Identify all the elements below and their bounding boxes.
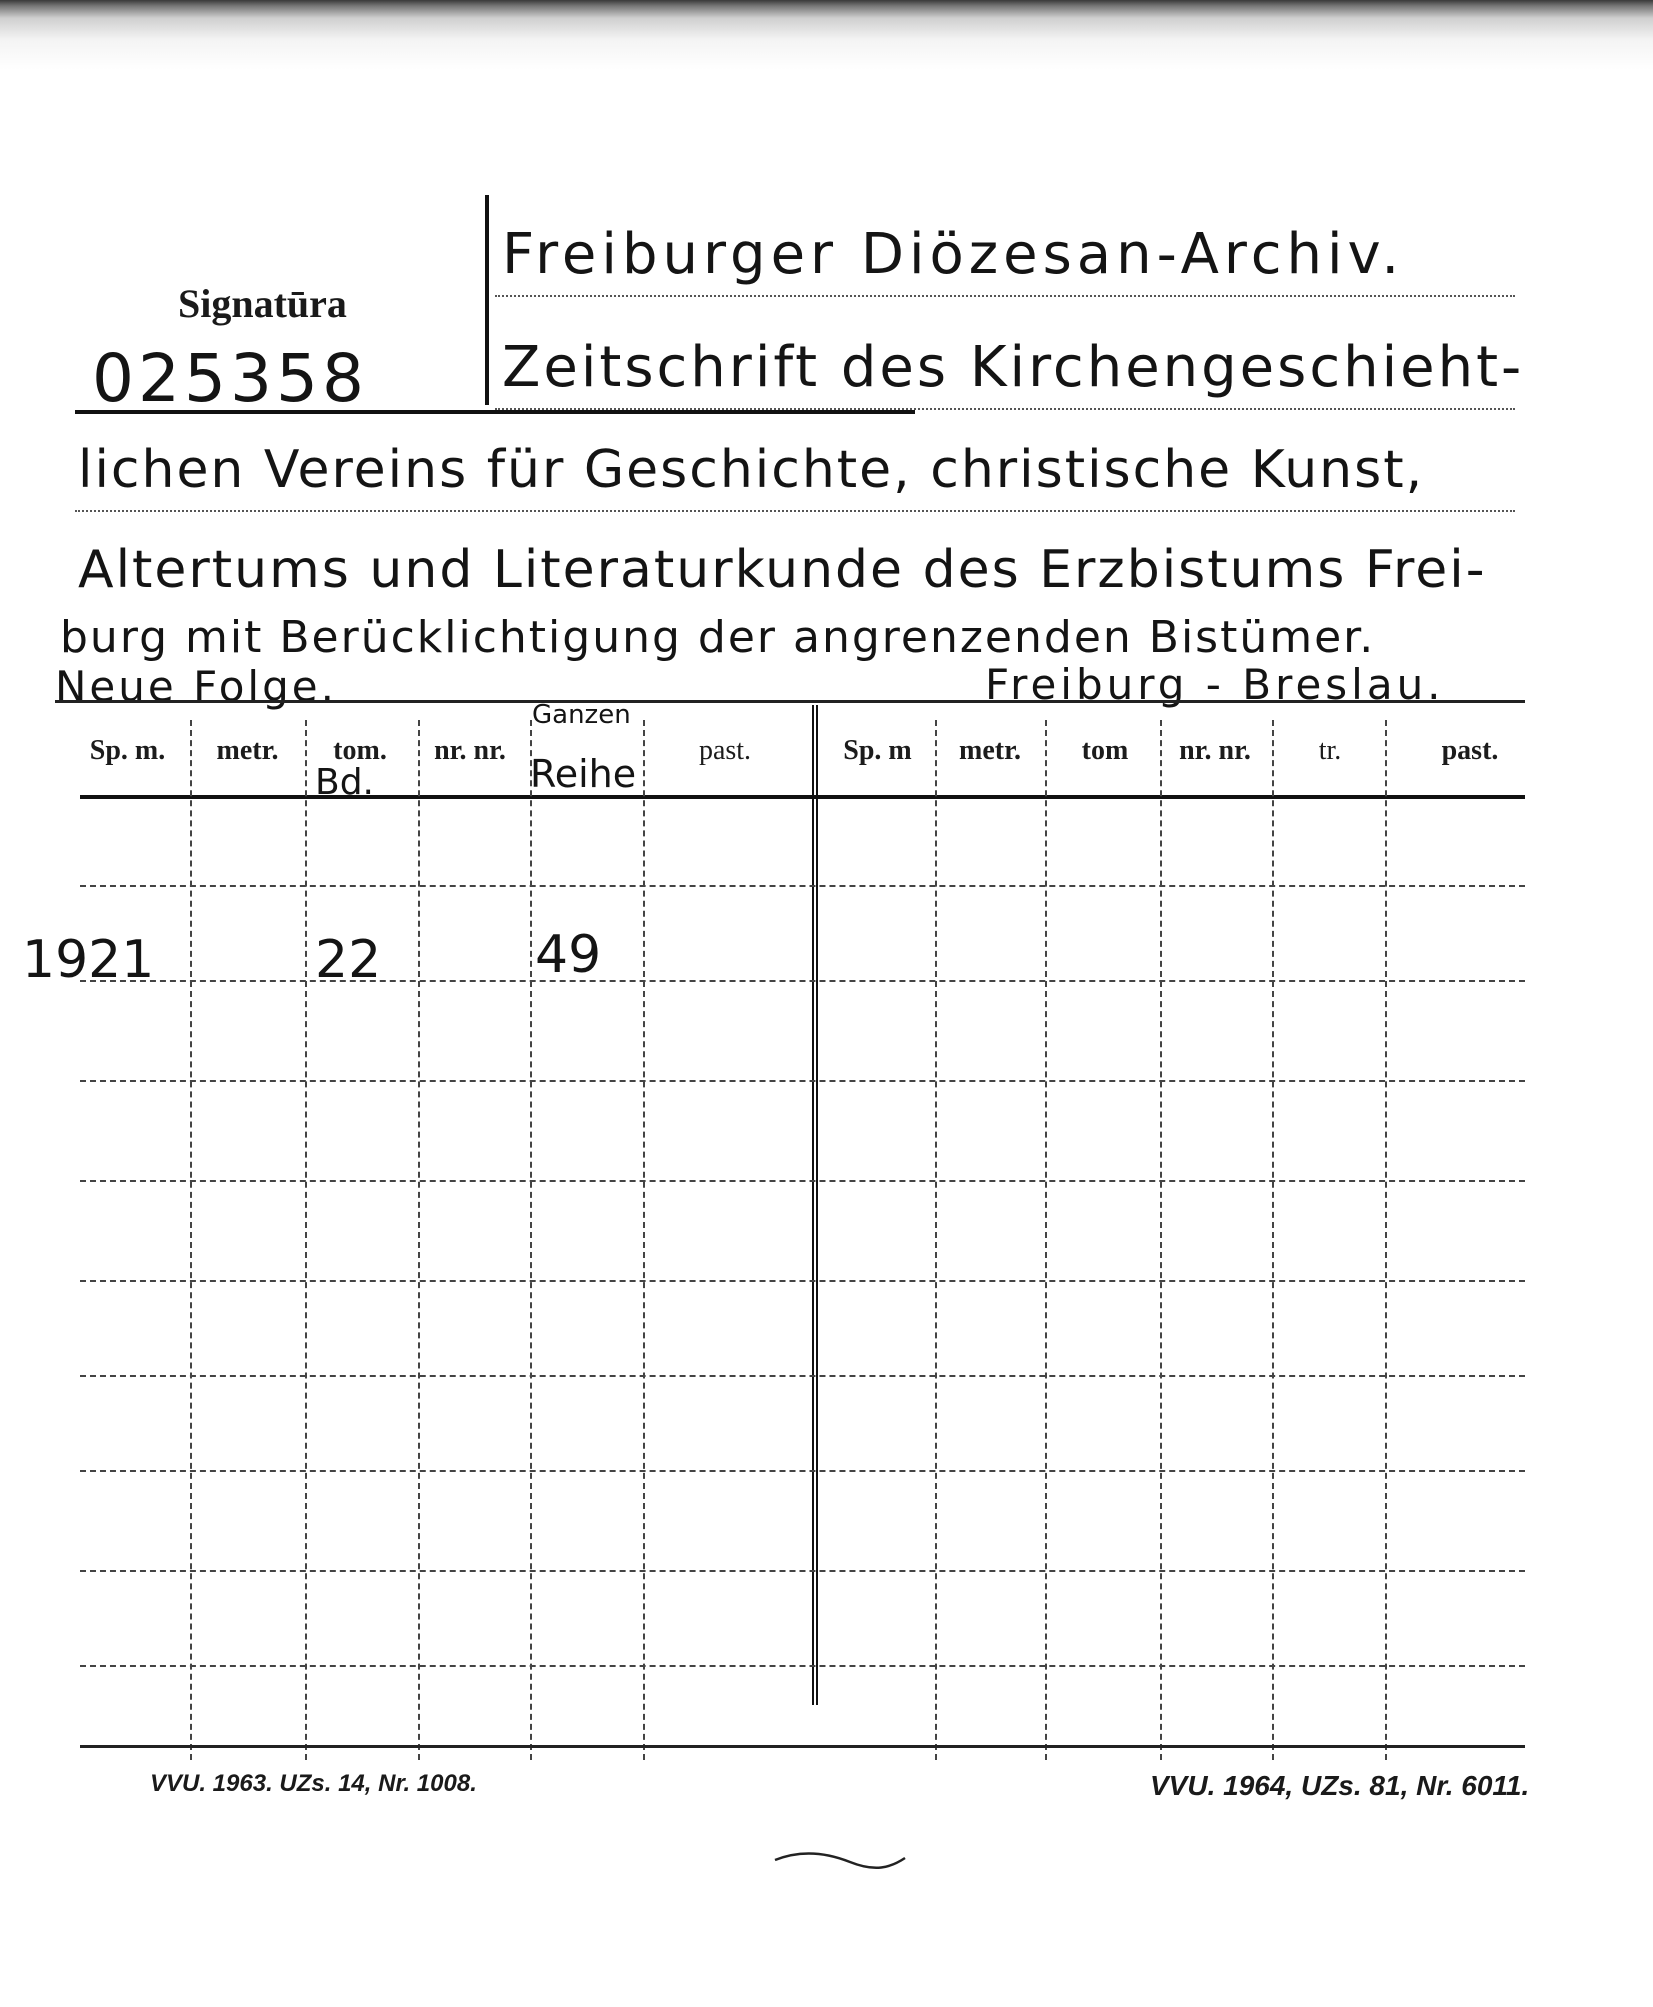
col-line-1 [190,720,192,1760]
header-right-nr-nr: nr. nr. [1179,735,1251,766]
header-right-past: past. [1441,735,1499,766]
row-line-9 [80,1665,1525,1667]
col-line-8 [1045,720,1047,1760]
title-rule-2 [495,408,1515,410]
scan-top-edge [0,0,1653,70]
footer-note-right: VVU. 1964, UZs. 81, Nr. 6011. [1150,1770,1530,1801]
header-left-tom: tom. [333,735,387,766]
header-left-sp-m: Sp. m. [89,735,166,766]
header-bottom-rule [80,795,1525,799]
col-line-9 [1160,720,1162,1760]
title-line-5: burg mit Berücklichtigung der angrenzenden Bistümer. [60,612,1376,663]
row-line-8 [80,1570,1525,1572]
table-top-rule [55,700,1525,703]
signatura-label: Signatūra [178,281,347,326]
title-line-2: Zeitschrift des Kirchengeschieht- [502,335,1525,400]
header-left-metr: metr. [216,735,279,766]
entry-col5: 49 [535,925,602,985]
header-left-col5-top: Ganzen [532,700,631,730]
row-line-2 [80,980,1525,982]
header-right-sp-m: Sp. m [843,735,912,766]
col-line-7 [935,720,937,1760]
entry-sp-m: 1921 [22,930,155,990]
col-line-10 [1272,720,1274,1760]
signatura-underline [75,410,915,414]
title-line-1: Freiburger Diözesan-Archiv. [502,222,1405,287]
entry-tom: 22 [315,930,382,990]
row-line-1 [80,885,1525,887]
header-right-tom: tom [1081,735,1129,766]
title-line-6: Neue Folge. [55,662,337,711]
title-line-4: Altertums und Literaturkunde des Erzbistums Frei- [78,540,1487,600]
signatura-divider [485,195,489,405]
row-line-6 [80,1375,1525,1377]
signatura-value: 025358 [92,340,368,417]
header-right-metr: metr. [959,735,1021,766]
title-rule-1 [495,295,1515,297]
header-left-tom-annotation: Bd. [315,762,374,803]
col-line-2 [305,720,307,1760]
scribble-mark [770,1840,910,1880]
header-right-tr: tr. [1318,735,1342,766]
row-line-7 [80,1470,1525,1472]
col-line-11 [1385,720,1387,1760]
title-line-3: lichen Vereins für Geschichte, christische Kunst, [78,440,1425,500]
row-line-3 [80,1080,1525,1082]
title-rule-3 [75,510,1515,512]
footer-note-left: VVU. 1963. UZs. 14, Nr. 1008. [150,1770,477,1797]
header-left-nr-nr: nr. nr. [434,735,506,766]
title-line-7: Freiburg - Breslau. [985,660,1445,709]
table-bottom-rule [80,1745,1525,1748]
center-divider [812,705,818,1705]
col-line-3 [418,720,420,1760]
header-left-past: past. [698,735,752,766]
col-line-4 [530,720,532,1760]
row-line-5 [80,1280,1525,1282]
header-left-col5-bottom: Reihe [530,752,637,796]
row-line-4 [80,1180,1525,1182]
col-line-5 [643,720,645,1760]
